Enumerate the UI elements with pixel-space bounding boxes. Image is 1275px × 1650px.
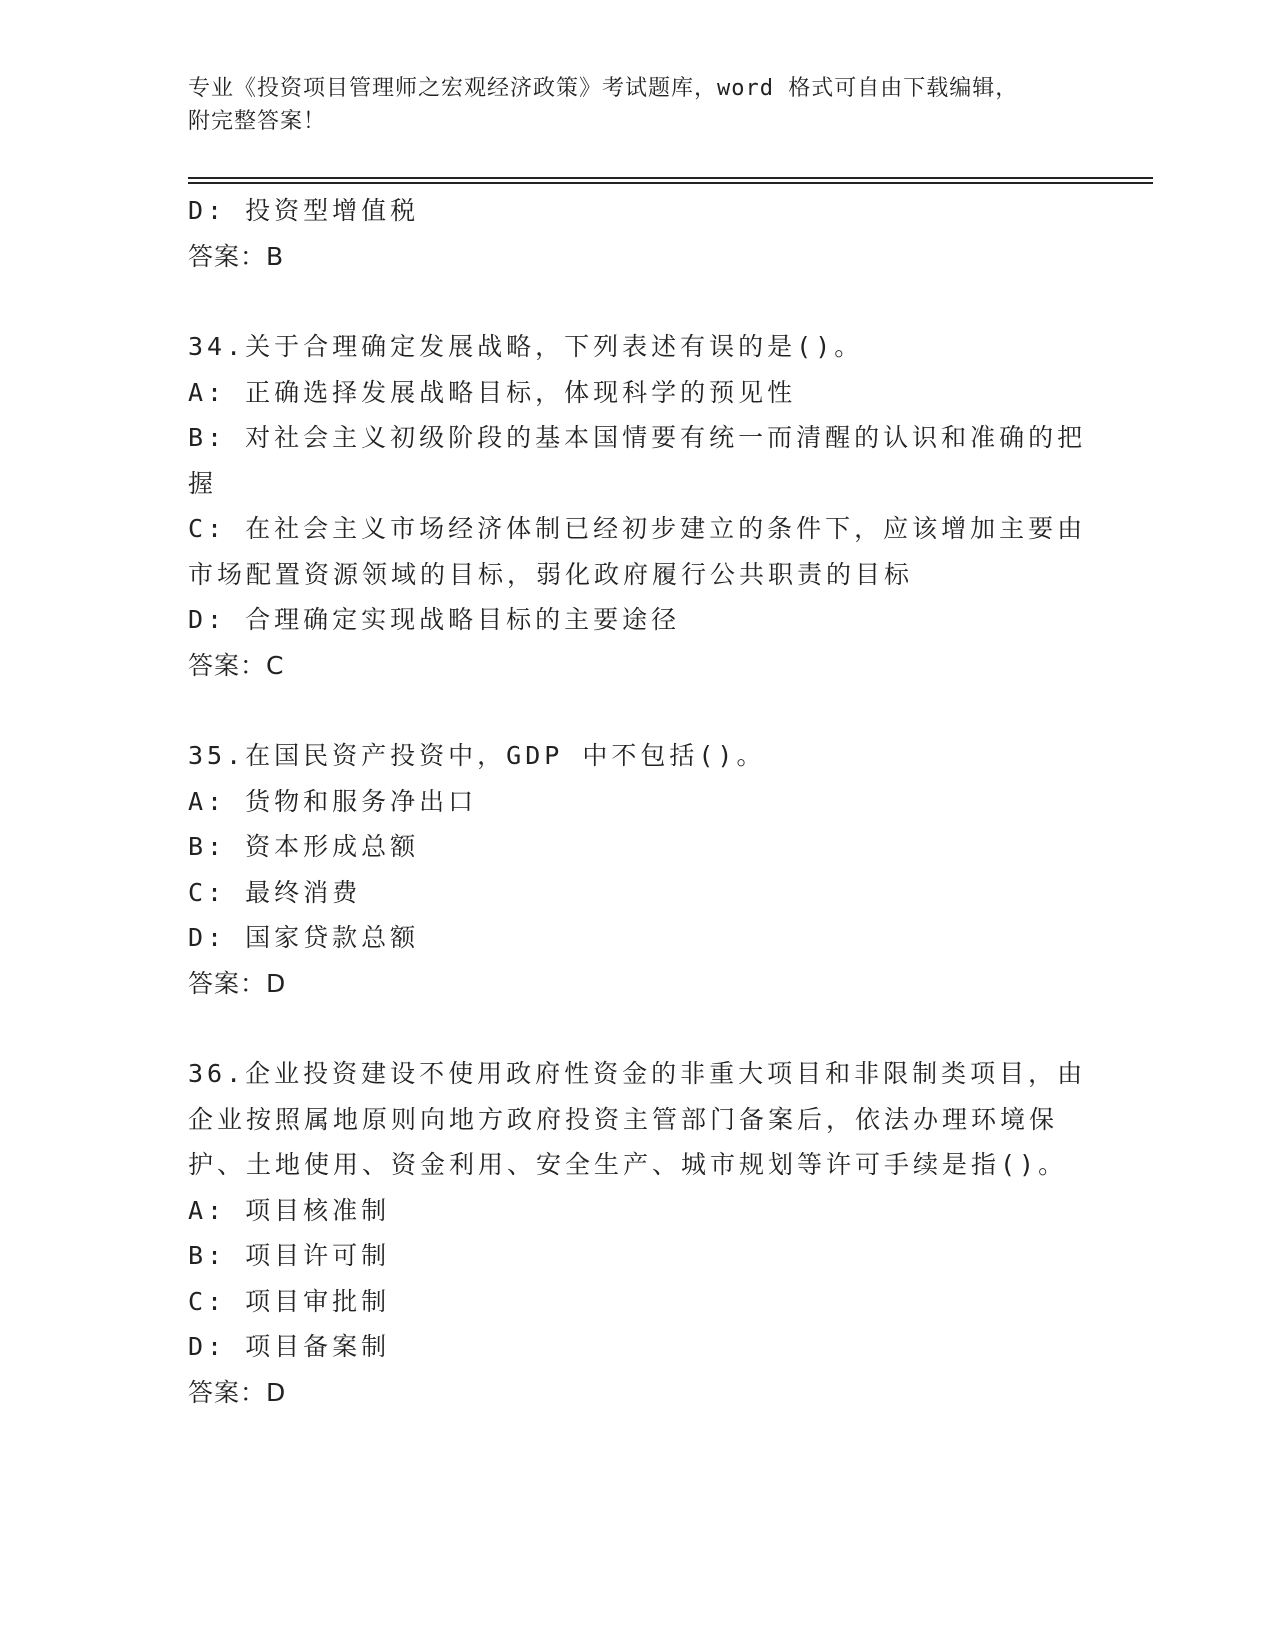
option-c-continued: 市场配置资源领域的目标，弱化政府履行公共职责的目标 <box>188 559 914 589</box>
option-b: B: 项目许可制 <box>188 1241 391 1270</box>
option-a: A: 项目核准制 <box>188 1195 391 1225</box>
question-stem-continued: 企业按照属地原则向地方政府投资主管部门备案后，依法办理环境保 <box>188 1104 1059 1134</box>
answer-line: 答案：D <box>188 1377 287 1407</box>
question-34 <box>188 324 1088 688</box>
answer-line: 答案：B <box>188 241 285 271</box>
option-d: D: 合理确定实现战略目标的主要途径 <box>188 605 681 634</box>
option-c: C: 最终消费 <box>188 877 362 907</box>
answer-line: 答案：D <box>188 968 287 998</box>
option-b: B: 资本形成总额 <box>188 832 420 861</box>
document-header <box>188 72 1068 138</box>
option-b: B: 对社会主义初级阶段的基本国情要有统一而清醒的认识和准确的把 <box>188 423 1087 452</box>
question-36 <box>188 1051 1088 1415</box>
question-stem: 35.在国民资产投资中，GDP 中不包括()。 <box>188 741 766 770</box>
header-line-1: 专业《投资项目管理师之宏观经济政策》考试题库，word 格式可自由下载编辑， <box>188 76 1019 101</box>
spacer <box>188 1006 1088 1051</box>
option-a: A: 货物和服务净出口 <box>188 786 478 816</box>
option-c: C: 在社会主义市场经济体制已经初步建立的条件下，应该增加主要由 <box>188 514 1087 543</box>
spacer <box>188 279 1088 324</box>
option-c: C: 项目审批制 <box>188 1286 391 1316</box>
header-rule-top <box>188 177 1153 179</box>
question-stem: 36.企业投资建设不使用政府性资金的非重大项目和非限制类项目，由 <box>188 1059 1087 1088</box>
previous-question-tail <box>188 188 1088 279</box>
option-d: D: 国家贷款总额 <box>188 923 420 952</box>
question-stem: 34.关于合理确定发展战略，下列表述有误的是()。 <box>188 332 864 361</box>
question-35 <box>188 733 1088 1006</box>
option-d: D: 项目备案制 <box>188 1332 391 1361</box>
option-d: D: 投资型增值税 <box>188 196 420 225</box>
header-rule-bottom <box>188 182 1153 184</box>
answer-line: 答案：C <box>188 650 285 680</box>
option-b-continued: 握 <box>188 468 218 498</box>
question-list <box>188 188 1088 1415</box>
spacer <box>188 688 1088 733</box>
header-line-2: 附完整答案！ <box>188 109 327 134</box>
question-stem-continued: 护、土地使用、资金利用、安全生产、城市规划等许可手续是指()。 <box>188 1150 1068 1179</box>
option-a: A: 正确选择发展战略目标，体现科学的预见性 <box>188 377 797 407</box>
